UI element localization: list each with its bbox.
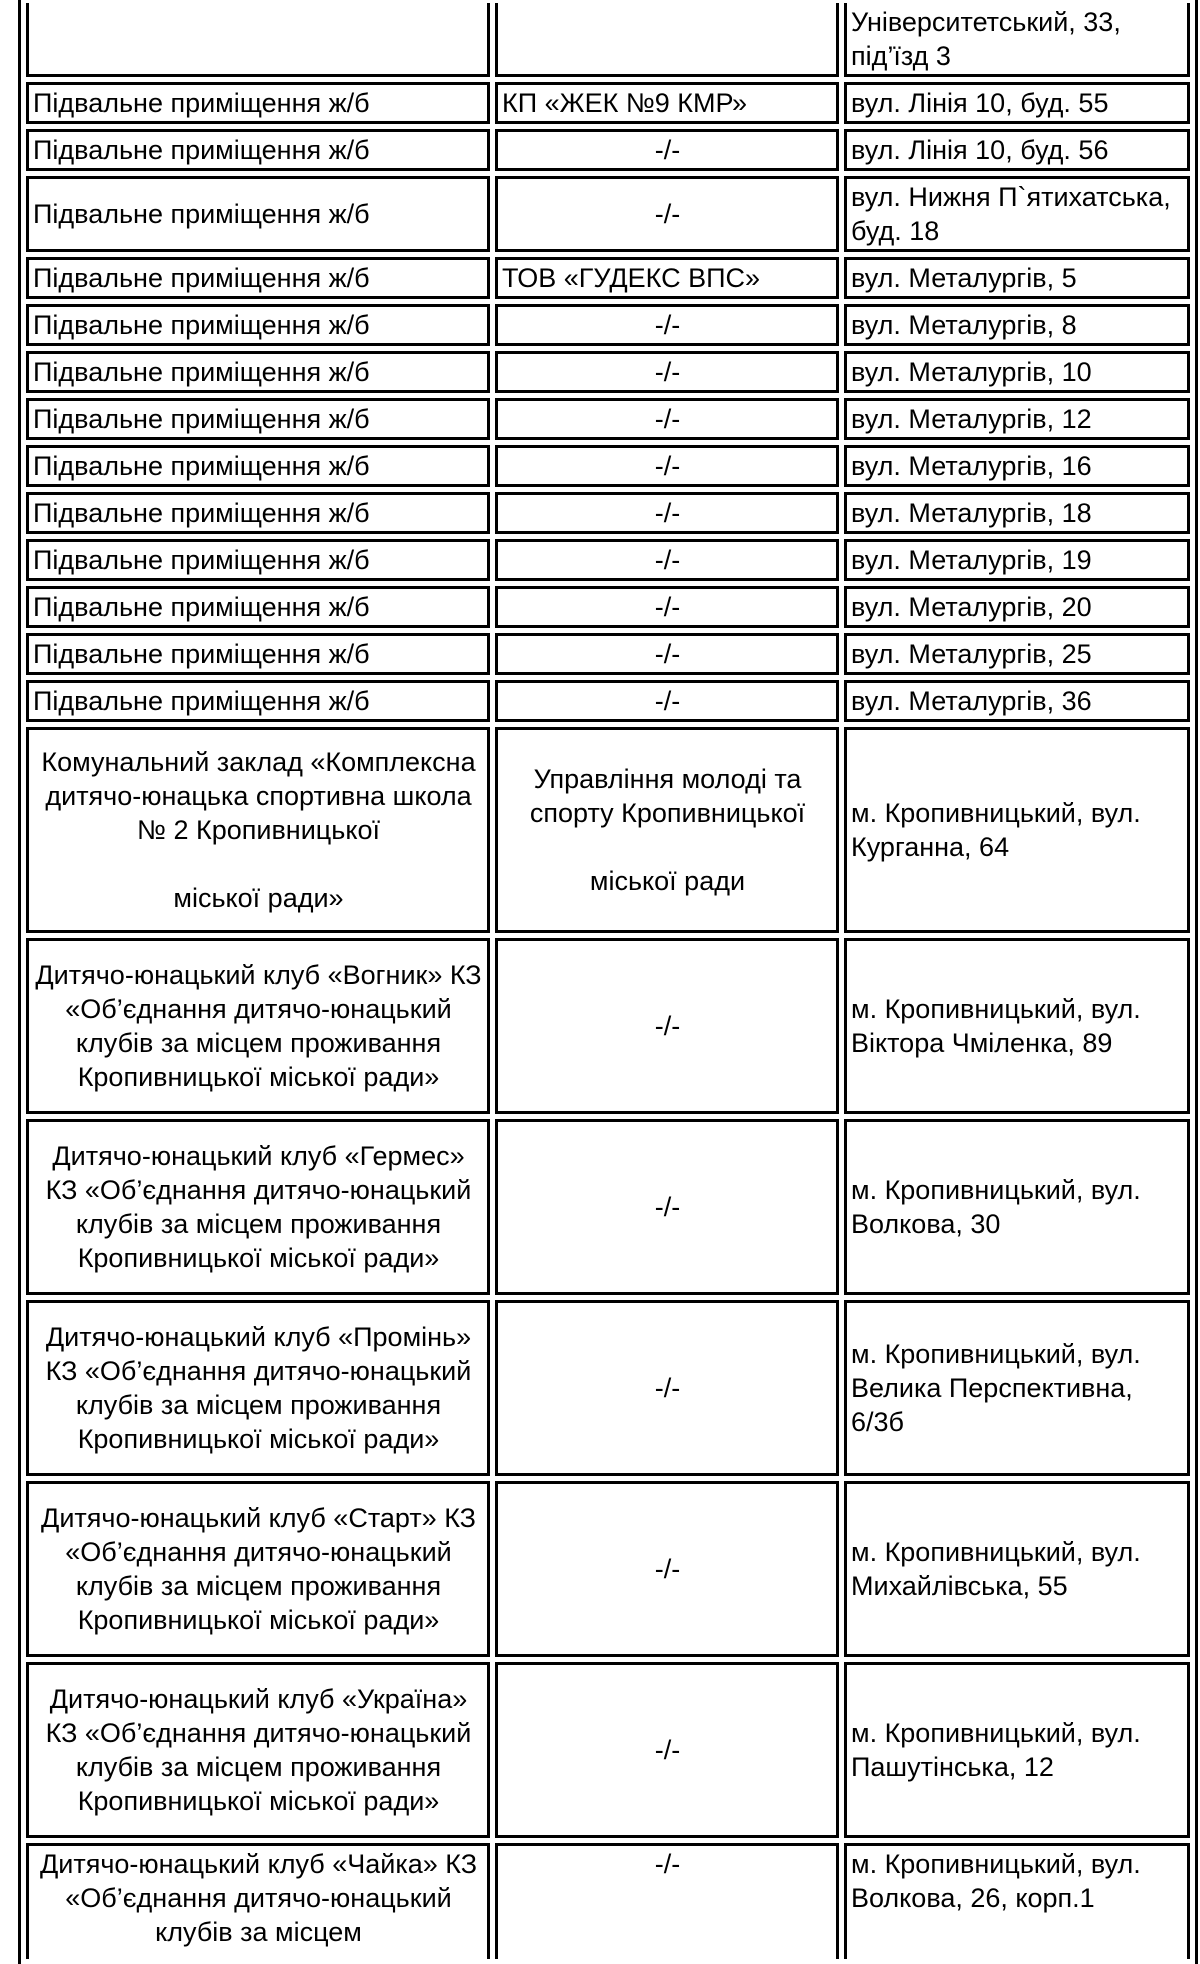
address-cell: м. Кропивницький, вул. Волкова, 30 [844, 1119, 1190, 1295]
object-cell: Дитячо-юнацький клуб «Промінь» КЗ «Об’єднання дитячо-юнацький клубів за місцем проживання Кропивницької міської ради» [26, 1300, 490, 1476]
address-cell: вул. Лінія 10, буд. 55 [844, 82, 1190, 124]
object-cell: Підвальне приміщення ж/б [26, 129, 490, 171]
object-name-tail: міської ради» [173, 883, 344, 913]
spacer [33, 847, 484, 881]
object-cell: Підвальне приміщення ж/б [26, 492, 490, 534]
object-cell: Дитячо-юнацький клуб «Гермес» КЗ «Об’єднання дитячо-юнацький клубів за місцем проживання Кропивницької міської ради» [26, 1119, 490, 1295]
object-cell: Підвальне приміщення ж/б [26, 304, 490, 346]
table-row [26, 539, 1190, 581]
holder-cell: ТОВ «ГУДЕКС ВПС» [495, 257, 839, 299]
holder-cell: КП «ЖЕК №9 КМР» [495, 82, 839, 124]
holder-cell: -/- [495, 1843, 839, 1959]
holder-cell: -/- [495, 586, 839, 628]
address-cell: м. Кропивницький, вул. Волкова, 26, корп.1 [844, 1843, 1190, 1959]
holder-cell: -/- [495, 1481, 839, 1657]
address-cell: м. Кропивницький, вул. Велика Перспективна, 6/3б [844, 1300, 1190, 1476]
table-row [26, 3, 1190, 77]
object-cell: Підвальне приміщення ж/б [26, 176, 490, 252]
object-cell: Підвальне приміщення ж/б [26, 445, 490, 487]
table-row [26, 82, 1190, 124]
holder-cell: -/- [495, 304, 839, 346]
object-cell: Підвальне приміщення ж/б [26, 257, 490, 299]
holder-name-tail: міської ради [589, 866, 746, 896]
table-row [26, 257, 1190, 299]
address-cell: вул. Металургів, 25 [844, 633, 1190, 675]
object-cell: Підвальне приміщення ж/б [26, 680, 490, 722]
object-cell: Дитячо-юнацький клуб «Старт» КЗ «Об’єднання дитячо-юнацький клубів за місцем проживання Кропивницької міської ради» [26, 1481, 490, 1657]
table-row [26, 129, 1190, 171]
address-cell: вул. Металургів, 10 [844, 351, 1190, 393]
address-cell: вул. Металургів, 18 [844, 492, 1190, 534]
address-cell: м. Кропивницький, вул. Віктора Чміленка, 89 [844, 938, 1190, 1114]
address-cell: м. Кропивницький, вул. Пашутінська, 12 [844, 1662, 1190, 1838]
address-cell: вул. Лінія 10, буд. 56 [844, 129, 1190, 171]
holder-cell [495, 727, 839, 933]
object-cell: Дитячо-юнацький клуб «Чайка» КЗ «Об’єднання дитячо-юнацький клубів за місцем [26, 1843, 490, 1959]
table-row [26, 1662, 1190, 1838]
object-cell: Підвальне приміщення ж/б [26, 398, 490, 440]
holder-cell: -/- [495, 1119, 839, 1295]
object-cell: Підвальне приміщення ж/б [26, 539, 490, 581]
address-cell: вул. Металургів, 16 [844, 445, 1190, 487]
holder-cell: -/- [495, 680, 839, 722]
table-row [26, 351, 1190, 393]
object-cell: Підвальне приміщення ж/б [26, 633, 490, 675]
table-row [26, 445, 1190, 487]
table-row [26, 492, 1190, 534]
table-row [26, 1119, 1190, 1295]
holder-name: Управління молоді та спорту Кропивницької [529, 764, 806, 828]
holder-cell: -/- [495, 445, 839, 487]
holder-cell: -/- [495, 176, 839, 252]
object-cell: Підвальне приміщення ж/б [26, 82, 490, 124]
address-cell: вул. Нижня П`ятихатська, буд. 18 [844, 176, 1190, 252]
holder-cell: -/- [495, 938, 839, 1114]
address-cell: вул. Металургів, 8 [844, 304, 1190, 346]
table-row [26, 1481, 1190, 1657]
property-table [18, 0, 1198, 1964]
object-cell: Дитячо-юнацький клуб «Україна» КЗ «Об’єднання дитячо-юнацький клубів за місцем проживання Кропивницької міської ради» [26, 1662, 490, 1838]
address-cell: вул. Металургів, 12 [844, 398, 1190, 440]
table-row [26, 727, 1190, 933]
table-row [26, 680, 1190, 722]
holder-cell: -/- [495, 398, 839, 440]
object-name: Комунальний заклад «Комплексна дитячо-юнацька спортивна школа № 2 Кропивницької [41, 747, 476, 845]
holder-cell: -/- [495, 492, 839, 534]
object-cell: Підвальне приміщення ж/б [26, 351, 490, 393]
table-row [26, 398, 1190, 440]
address-cell: м. Кропивницький, вул. Курганна, 64 [844, 727, 1190, 933]
holder-cell: -/- [495, 1300, 839, 1476]
holder-cell: -/- [495, 633, 839, 675]
object-cell: Дитячо-юнацький клуб «Вогник» КЗ «Об’єднання дитячо-юнацький клубів за місцем проживання Кропивницької міської ради» [26, 938, 490, 1114]
table-row [26, 938, 1190, 1114]
table-row [26, 1300, 1190, 1476]
holder-cell [495, 3, 839, 77]
object-cell [26, 727, 490, 933]
table-row [26, 586, 1190, 628]
holder-cell: -/- [495, 539, 839, 581]
holder-cell: -/- [495, 129, 839, 171]
address-cell: м. Кропивницький, вул. Михайлівська, 55 [844, 1481, 1190, 1657]
object-cell [26, 3, 490, 77]
spacer [502, 830, 833, 864]
address-cell: вул. Металургів, 19 [844, 539, 1190, 581]
address-cell: вул. Металургів, 36 [844, 680, 1190, 722]
holder-cell: -/- [495, 351, 839, 393]
address-cell: Університетський, 33, під’їзд 3 [844, 3, 1190, 77]
address-cell: вул. Металургів, 20 [844, 586, 1190, 628]
holder-cell: -/- [495, 1662, 839, 1838]
table-row [26, 633, 1190, 675]
table-row [26, 176, 1190, 252]
document-page [18, 0, 1192, 1964]
table-row [26, 304, 1190, 346]
address-cell: вул. Металургів, 5 [844, 257, 1190, 299]
object-cell: Підвальне приміщення ж/б [26, 586, 490, 628]
